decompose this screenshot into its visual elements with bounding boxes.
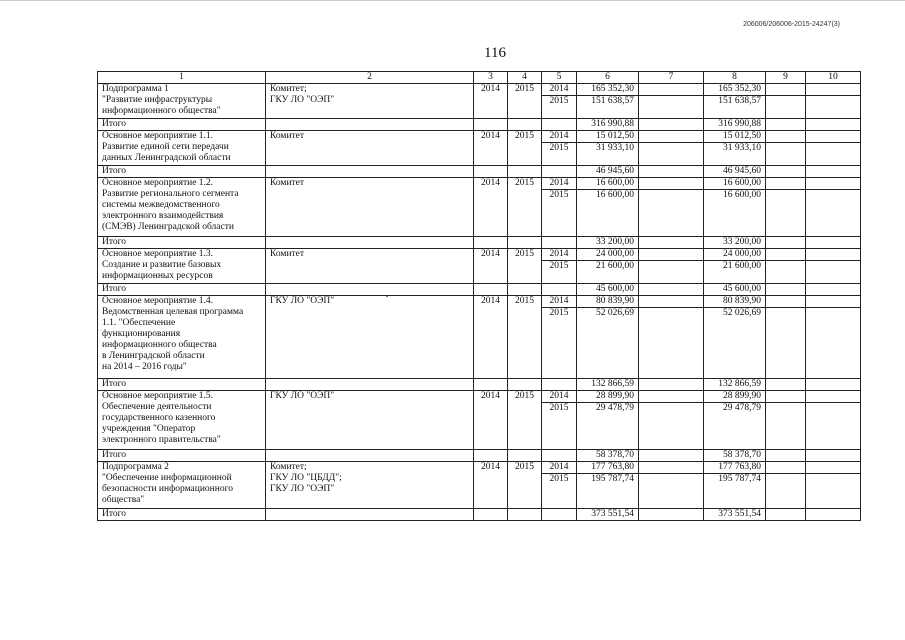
itogo-label: Итого <box>98 450 266 462</box>
total-cell: 15 012,50 <box>577 131 639 143</box>
executor-cell <box>266 178 474 237</box>
empty-cell <box>639 166 704 178</box>
empty-cell <box>766 450 806 462</box>
empty-cell <box>508 509 542 521</box>
itogo-label: Итого <box>98 379 266 391</box>
empty-cell <box>266 509 474 521</box>
executor-cell <box>266 391 474 450</box>
item-name-line: Основное мероприятие 1.2. <box>102 178 214 188</box>
total-cell: 28 899,90 <box>577 391 639 403</box>
local-cell <box>766 178 806 190</box>
itogo-row <box>98 509 861 521</box>
empty-cell <box>542 450 577 462</box>
top-border-line <box>0 0 905 1</box>
federal-cell <box>639 143 704 166</box>
itogo-total: 33 200,00 <box>577 237 639 249</box>
itogo-row <box>98 237 861 249</box>
year-cell: 2014 <box>542 131 577 143</box>
item-name-line: Ведомственная целевая программа <box>102 307 244 317</box>
federal-cell <box>639 96 704 119</box>
item-name-line: электронного правительства" <box>102 435 221 445</box>
empty-cell <box>806 237 861 249</box>
executor-line: Комитет; <box>270 462 307 472</box>
regional-cell: 28 899,90 <box>704 391 766 403</box>
regional-cell: 165 352,30 <box>704 84 766 96</box>
empty-cell <box>766 379 806 391</box>
federal-cell <box>639 474 704 509</box>
other-cell <box>806 178 861 190</box>
empty-cell <box>508 166 542 178</box>
regional-cell: 52 026,69 <box>704 308 766 379</box>
other-cell <box>806 391 861 403</box>
start-year-cell: 2014 <box>474 296 508 379</box>
local-cell <box>766 249 806 261</box>
year-cell: 2014 <box>542 391 577 403</box>
item-name-line: системы межведомственного <box>102 200 220 210</box>
item-name-line: информационного общества <box>102 340 217 350</box>
start-year-cell: 2014 <box>474 178 508 237</box>
total-cell: 177 763,80 <box>577 462 639 474</box>
local-cell <box>766 96 806 119</box>
other-cell <box>806 261 861 284</box>
executor-cell <box>266 462 474 509</box>
empty-cell <box>639 237 704 249</box>
federal-cell <box>639 249 704 261</box>
local-cell <box>766 131 806 143</box>
other-cell <box>806 249 861 261</box>
start-year-cell: 2014 <box>474 462 508 509</box>
executor-line: ГКУ ЛО "ОЭП" <box>270 484 335 494</box>
item-name-line: Подпрограмма 2 <box>102 462 169 472</box>
total-cell: 80 839,90 <box>577 296 639 308</box>
executor-cell <box>266 84 474 119</box>
total-cell: 16 600,00 <box>577 178 639 190</box>
empty-cell <box>474 119 508 131</box>
other-cell <box>806 131 861 143</box>
total-cell: 165 352,30 <box>577 84 639 96</box>
itogo-total: 45 600,00 <box>577 284 639 296</box>
item-name-line: информационного общества" <box>102 106 221 116</box>
executor-line: ГКУ ЛО "ОЭП" <box>270 391 335 401</box>
year-cell: 2015 <box>542 474 577 509</box>
table-row <box>98 462 861 474</box>
item-name-cell <box>98 391 266 450</box>
end-year-cell: 2015 <box>508 462 542 509</box>
year-cell: 2015 <box>542 261 577 284</box>
total-cell: 151 638,57 <box>577 96 639 119</box>
table-row <box>98 178 861 190</box>
itogo-regional: 46 945,60 <box>704 166 766 178</box>
year-cell: 2014 <box>542 296 577 308</box>
empty-cell <box>766 119 806 131</box>
itogo-regional: 373 551,54 <box>704 509 766 521</box>
empty-cell <box>266 119 474 131</box>
col-header: 4 <box>508 72 542 84</box>
table-row <box>98 249 861 261</box>
item-name-cell <box>98 131 266 166</box>
itogo-label: Итого <box>98 509 266 521</box>
itogo-total: 132 866,59 <box>577 379 639 391</box>
empty-cell <box>542 509 577 521</box>
itogo-row <box>98 166 861 178</box>
empty-cell <box>474 379 508 391</box>
empty-cell <box>508 119 542 131</box>
col-header: 3 <box>474 72 508 84</box>
year-cell: 2014 <box>542 462 577 474</box>
document-id: 206006/206006-2015-24247(3) <box>743 21 840 28</box>
federal-cell <box>639 131 704 143</box>
item-name-line: государственного казенного <box>102 413 216 423</box>
other-cell <box>806 190 861 237</box>
empty-cell <box>806 450 861 462</box>
empty-cell <box>508 379 542 391</box>
start-year-cell: 2014 <box>474 249 508 284</box>
item-name-cell <box>98 296 266 379</box>
total-cell: 195 787,74 <box>577 474 639 509</box>
itogo-total: 316 990,88 <box>577 119 639 131</box>
year-cell: 2015 <box>542 96 577 119</box>
regional-cell: 31 933,10 <box>704 143 766 166</box>
itogo-row <box>98 119 861 131</box>
itogo-total: 46 945,60 <box>577 166 639 178</box>
federal-cell <box>639 391 704 403</box>
itogo-total: 58 378,70 <box>577 450 639 462</box>
table-row <box>98 84 861 96</box>
itogo-row <box>98 450 861 462</box>
other-cell <box>806 84 861 96</box>
item-name-line: в Ленинградской области <box>102 351 205 361</box>
itogo-label: Итого <box>98 119 266 131</box>
local-cell <box>766 308 806 379</box>
item-name-line: Основное мероприятие 1.4. <box>102 296 214 306</box>
executor-line: ГКУ ЛО "ЦБДД"; <box>270 473 342 483</box>
federal-cell <box>639 84 704 96</box>
executor-cell <box>266 296 474 379</box>
col-header: 10 <box>806 72 861 84</box>
empty-cell <box>639 119 704 131</box>
item-name-cell <box>98 178 266 237</box>
item-name-line: функционирования <box>102 329 181 339</box>
regional-cell: 151 638,57 <box>704 96 766 119</box>
page-number: 116 <box>484 45 506 61</box>
local-cell <box>766 474 806 509</box>
empty-cell <box>542 119 577 131</box>
local-cell <box>766 261 806 284</box>
other-cell <box>806 403 861 450</box>
empty-cell <box>542 284 577 296</box>
empty-cell <box>542 166 577 178</box>
empty-cell <box>266 450 474 462</box>
regional-cell: 16 600,00 <box>704 190 766 237</box>
item-name-line: "Обеспечение информационной <box>102 473 232 483</box>
year-cell: 2015 <box>542 143 577 166</box>
item-name-line: Основное мероприятие 1.1. <box>102 131 214 141</box>
executor-cell <box>266 131 474 166</box>
year-cell: 2014 <box>542 249 577 261</box>
col-header: 8 <box>704 72 766 84</box>
item-name-line: электронного взаимодействия <box>102 211 224 221</box>
other-cell <box>806 308 861 379</box>
empty-cell <box>474 450 508 462</box>
empty-cell <box>806 166 861 178</box>
empty-cell <box>508 237 542 249</box>
local-cell <box>766 296 806 308</box>
empty-cell <box>474 284 508 296</box>
itogo-label: Итого <box>98 284 266 296</box>
federal-cell <box>639 178 704 190</box>
local-cell <box>766 84 806 96</box>
executor-line: Комитет <box>270 131 305 141</box>
start-year-cell: 2014 <box>474 84 508 119</box>
empty-cell <box>474 166 508 178</box>
table-row <box>98 391 861 403</box>
item-name-line: безопасности информационного <box>102 484 233 494</box>
item-name-line: "Развитие инфраструктуры <box>102 95 213 105</box>
executor-line: ГКУ ЛО "ОЭП" <box>270 296 335 306</box>
empty-cell <box>542 237 577 249</box>
table-row <box>98 296 861 308</box>
item-name-line: (СМЭВ) Ленинградской области <box>102 222 234 232</box>
item-name-line: Развитие регионального сегмента <box>102 189 239 199</box>
empty-cell <box>766 166 806 178</box>
col-header: 1 <box>98 72 266 84</box>
itogo-regional: 132 866,59 <box>704 379 766 391</box>
total-cell: 16 600,00 <box>577 190 639 237</box>
end-year-cell: 2015 <box>508 391 542 450</box>
table-body <box>98 84 861 521</box>
empty-cell <box>806 284 861 296</box>
itogo-row <box>98 379 861 391</box>
item-name-line: общества" <box>102 495 145 505</box>
executor-line: ГКУ ЛО "ОЭП" <box>270 95 335 105</box>
budget-table <box>97 71 861 521</box>
table-header-row <box>98 72 861 84</box>
regional-cell: 177 763,80 <box>704 462 766 474</box>
executor-line: Комитет; <box>270 84 307 94</box>
end-year-cell: 2015 <box>508 131 542 166</box>
regional-cell: 21 600,00 <box>704 261 766 284</box>
executor-line: Комитет <box>270 249 305 259</box>
item-name-line: Создание и развитие базовых <box>102 260 222 270</box>
empty-cell <box>474 237 508 249</box>
executor-cell <box>266 249 474 284</box>
total-cell: 24 000,00 <box>577 249 639 261</box>
empty-cell <box>639 509 704 521</box>
empty-cell <box>766 509 806 521</box>
empty-cell <box>639 450 704 462</box>
empty-cell <box>766 284 806 296</box>
year-cell: 2015 <box>542 403 577 450</box>
col-header: 5 <box>542 72 577 84</box>
empty-cell <box>266 237 474 249</box>
empty-cell <box>266 284 474 296</box>
other-cell <box>806 143 861 166</box>
item-name-line: 1.1. "Обеспечение <box>102 318 176 328</box>
table-row <box>98 131 861 143</box>
itogo-regional: 45 600,00 <box>704 284 766 296</box>
col-header: 7 <box>639 72 704 84</box>
item-name-line: Подпрограмма 1 <box>102 84 169 94</box>
empty-cell <box>542 379 577 391</box>
itogo-regional: 58 378,70 <box>704 450 766 462</box>
regional-cell: 80 839,90 <box>704 296 766 308</box>
local-cell <box>766 403 806 450</box>
other-cell <box>806 96 861 119</box>
end-year-cell: 2015 <box>508 249 542 284</box>
item-name-line: на 2014 – 2016 годы" <box>102 362 187 372</box>
total-cell: 52 026,69 <box>577 308 639 379</box>
end-year-cell: 2015 <box>508 84 542 119</box>
empty-cell <box>639 284 704 296</box>
empty-cell <box>806 509 861 521</box>
item-name-cell <box>98 249 266 284</box>
empty-cell <box>806 379 861 391</box>
empty-cell <box>474 509 508 521</box>
itogo-regional: 316 990,88 <box>704 119 766 131</box>
item-name-line: Обеспечение деятельности <box>102 402 212 412</box>
empty-cell <box>266 379 474 391</box>
item-name-line: Основное мероприятие 1.3. <box>102 249 214 259</box>
col-header: 6 <box>577 72 639 84</box>
empty-cell <box>508 284 542 296</box>
year-cell: 2015 <box>542 308 577 379</box>
other-cell <box>806 462 861 474</box>
year-cell: 2014 <box>542 178 577 190</box>
end-year-cell: 2015 <box>508 296 542 379</box>
federal-cell <box>639 462 704 474</box>
itogo-regional: 33 200,00 <box>704 237 766 249</box>
executor-line: Комитет <box>270 178 305 188</box>
year-cell: 2015 <box>542 190 577 237</box>
item-name-line: учреждения "Оператор <box>102 424 196 434</box>
itogo-total: 373 551,54 <box>577 509 639 521</box>
regional-cell: 195 787,74 <box>704 474 766 509</box>
federal-cell <box>639 403 704 450</box>
itogo-row <box>98 284 861 296</box>
item-name-cell <box>98 84 266 119</box>
empty-cell <box>766 237 806 249</box>
regional-cell: 24 000,00 <box>704 249 766 261</box>
empty-cell <box>508 450 542 462</box>
item-name-cell <box>98 462 266 509</box>
other-cell <box>806 296 861 308</box>
start-year-cell: 2014 <box>474 391 508 450</box>
itogo-label: Итого <box>98 166 266 178</box>
total-cell: 29 478,79 <box>577 403 639 450</box>
local-cell <box>766 190 806 237</box>
item-name-line: данных Ленинградской области <box>102 153 231 163</box>
empty-cell <box>266 166 474 178</box>
year-cell: 2014 <box>542 84 577 96</box>
federal-cell <box>639 261 704 284</box>
federal-cell <box>639 308 704 379</box>
end-year-cell: 2015 <box>508 178 542 237</box>
local-cell <box>766 143 806 166</box>
total-cell: 31 933,10 <box>577 143 639 166</box>
empty-cell <box>806 119 861 131</box>
itogo-label: Итого <box>98 237 266 249</box>
local-cell <box>766 462 806 474</box>
item-name-line: Развитие единой сети передачи <box>102 142 229 152</box>
federal-cell <box>639 190 704 237</box>
total-cell: 21 600,00 <box>577 261 639 284</box>
federal-cell <box>639 296 704 308</box>
regional-cell: 29 478,79 <box>704 403 766 450</box>
regional-cell: 15 012,50 <box>704 131 766 143</box>
col-header: 9 <box>766 72 806 84</box>
empty-cell <box>639 379 704 391</box>
local-cell <box>766 391 806 403</box>
regional-cell: 16 600,00 <box>704 178 766 190</box>
col-header: 2 <box>266 72 474 84</box>
other-cell <box>806 474 861 509</box>
item-name-line: информационных ресурсов <box>102 271 213 281</box>
item-name-line: Основное мероприятие 1.5. <box>102 391 214 401</box>
start-year-cell: 2014 <box>474 131 508 166</box>
